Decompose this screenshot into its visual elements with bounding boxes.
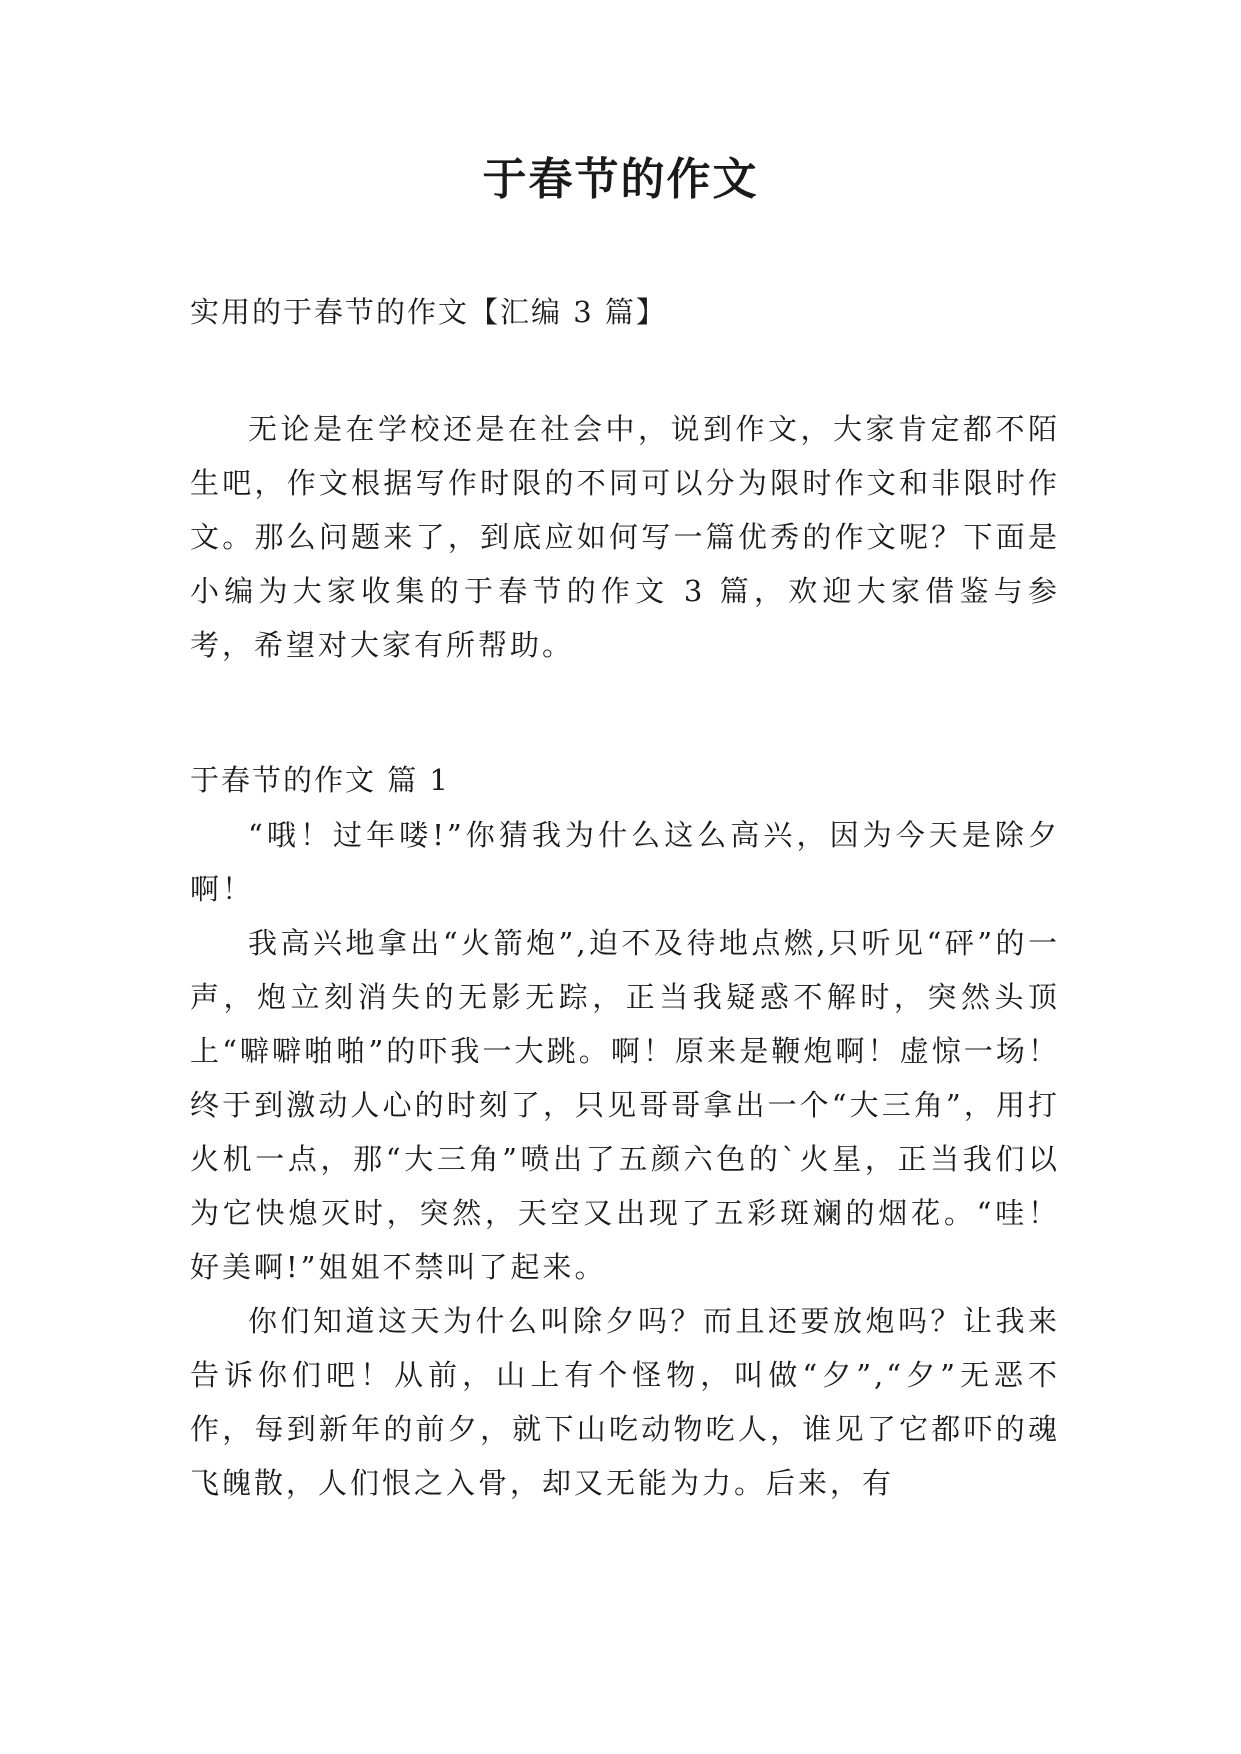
document-subtitle: 实用的于春节的作文【汇编 3 篇】 (190, 295, 667, 329)
section-heading: 于春节的作文 篇 1 (190, 763, 450, 797)
body-paragraph: 你们知道这天为什么叫除夕吗？而且还要放炮吗？让我来告诉你们吧！从前，山上有个怪物，叫做“夕”,“夕”无恶不作，每到新年的前夕，就下山吃动物吃人，谁见了它都吓的魂飞魄散，人们恨之入骨，却又无能为力。后来，有 (190, 1304, 1060, 1500)
document-title: 于春节的作文 (482, 154, 759, 205)
intro-paragraph: 无论是在学校还是在社会中，说到作文，大家肯定都不陌生吧，作文根据写作时限的不同可以分为限时作文和非限时作文。那么问题来了，到底应如何写一篇优秀的作文呢？下面是小编为大家收集的于春节的作文 3 篇，欢迎大家借鉴与参考，希望对大家有所帮助。 (190, 412, 1060, 662)
body-paragraph: “哦！过年喽!”你猜我为什么这么高兴，因为今天是除夕啊！ (190, 818, 1060, 906)
body-paragraph: 我高兴地拿出“火箭炮”,迫不及待地点燃,只听见“砰”的一声，炮立刻消失的无影无踪，正当我疑惑不解时，突然头顶上“噼噼啪啪”的吓我一大跳。啊！原来是鞭炮啊！虚惊一场！终于到激动人心的时刻了，只见哥哥拿出一个“大三角”，用打火机一点，那“大三角”喷出了五颜六色的`火星，正当我们以为它快熄灭时，突然，天空又出现了五彩斑斓的烟花。“哇！好美啊!”姐姐不禁叫了起来。 (190, 926, 1060, 1284)
